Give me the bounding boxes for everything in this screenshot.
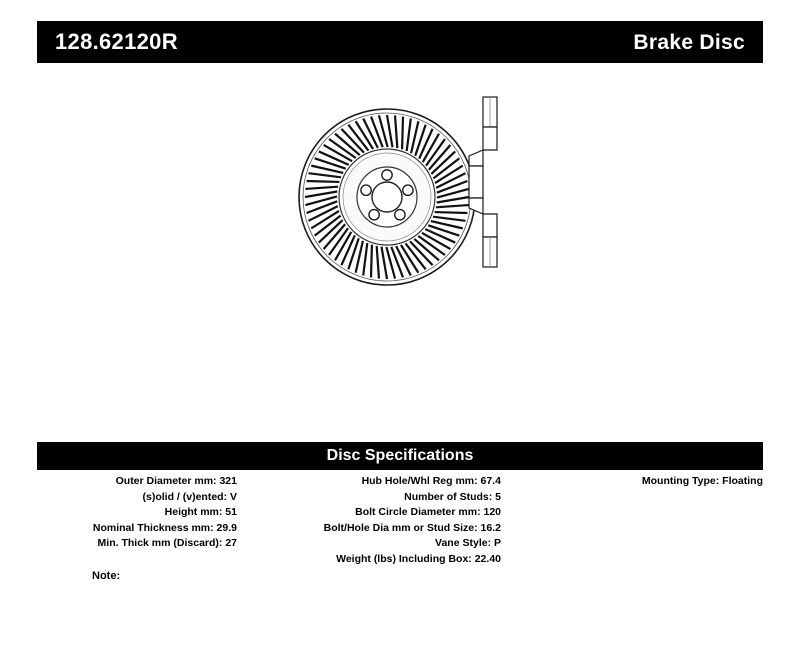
spec-column-middle	[241, 474, 501, 568]
brake-rotor-cross-section-icon	[467, 92, 527, 277]
header-bar	[37, 21, 763, 63]
spec-item: (s)olid / (v)ented: V	[142, 490, 237, 503]
product-image-area	[37, 70, 763, 430]
product-type: Brake Disc	[633, 30, 745, 54]
spec-item: Hub Hole/Whl Reg mm: 67.4	[361, 475, 501, 487]
spec-item: Number of Studs: 5	[404, 490, 501, 503]
spec-column-left	[37, 474, 237, 552]
spec-item: Weight (lbs) Including Box: 22.40	[336, 552, 501, 565]
spec-item: Height mm: 51	[164, 506, 237, 519]
part-number: 128.62120R	[55, 29, 178, 54]
spec-item: Min. Thick mm (Discard): 27	[97, 537, 237, 550]
spec-item: Mounting Type: Floating	[641, 475, 763, 487]
spec-item: Bolt Circle Diameter mm: 120	[355, 506, 501, 519]
spec-columns	[37, 474, 763, 584]
spec-item: Outer Diameter mm: 321	[115, 475, 237, 487]
brake-rotor-front-face-icon	[292, 102, 482, 297]
spec-section-title: Disc Specifications	[37, 442, 763, 470]
note-label: Note:	[92, 570, 121, 582]
spec-item: Vane Style: P	[435, 537, 501, 550]
spec-column-right	[517, 474, 763, 490]
spec-item: Bolt/Hole Dia mm or Stud Size: 16.2	[323, 521, 501, 534]
spec-item: Nominal Thickness mm: 29.9	[92, 521, 237, 534]
